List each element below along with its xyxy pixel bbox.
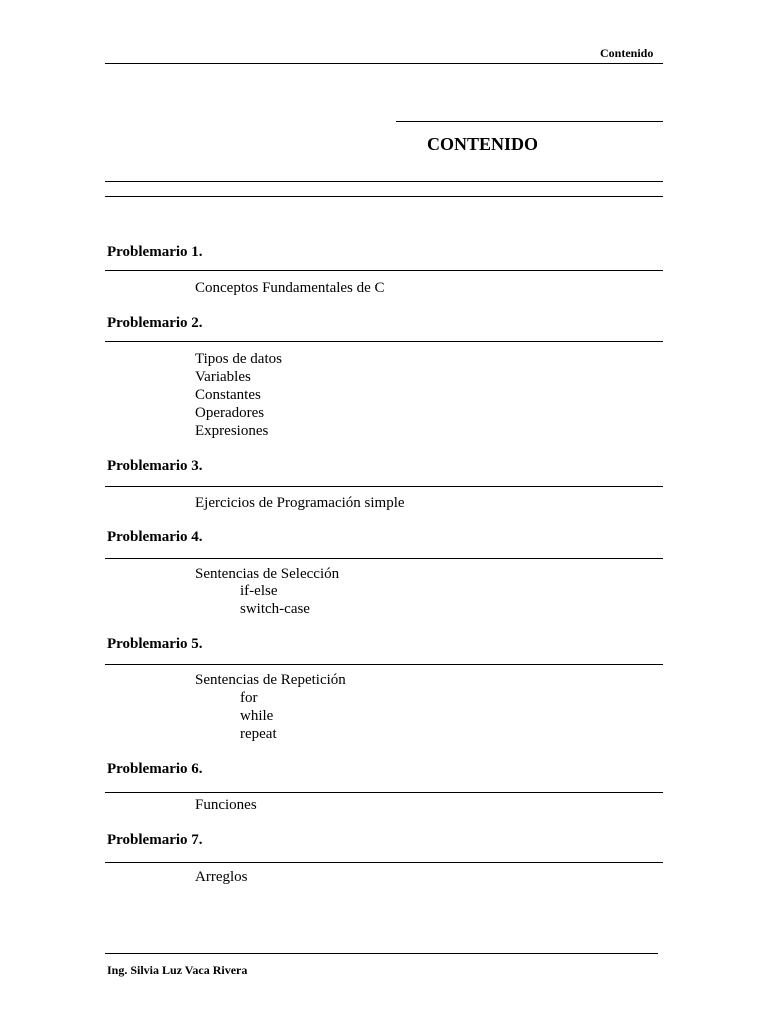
toc-item: Expresiones xyxy=(195,423,269,439)
footer-rule xyxy=(105,953,658,954)
section-rule xyxy=(105,862,663,863)
toc-item: Operadores xyxy=(195,405,265,421)
toc-item: Variables xyxy=(195,369,251,385)
toc-subitem: switch-case xyxy=(240,601,310,617)
section-label: Problemario 4. xyxy=(107,529,203,545)
toc-subitem: for xyxy=(240,690,258,706)
section-rule xyxy=(105,270,663,271)
page-title: CONTENIDO xyxy=(427,134,539,154)
running-header-title: Contenido xyxy=(600,46,654,60)
section-rule xyxy=(105,664,663,665)
toc-item: Ejercicios de Programación simple xyxy=(195,495,405,511)
section-label: Problemario 6. xyxy=(107,761,203,777)
title-rule-2 xyxy=(105,196,663,197)
section-rule xyxy=(105,558,663,559)
title-rule-1 xyxy=(105,181,663,182)
title-top-rule xyxy=(396,121,663,122)
section-rule xyxy=(105,792,663,793)
section-label: Problemario 1. xyxy=(107,244,203,260)
toc-item: Sentencias de Selección xyxy=(195,566,340,582)
section-label: Problemario 7. xyxy=(107,832,203,848)
toc-subitem: repeat xyxy=(240,726,277,742)
toc-item: Arreglos xyxy=(195,869,248,885)
toc-subitem: while xyxy=(240,708,274,724)
toc-subitem: if-else xyxy=(240,583,278,599)
header-rule xyxy=(105,63,663,64)
section-rule xyxy=(105,486,663,487)
section-label: Problemario 5. xyxy=(107,636,203,652)
section-label: Problemario 2. xyxy=(107,315,203,331)
toc-item: Tipos de datos xyxy=(195,351,282,367)
section-label: Problemario 3. xyxy=(107,458,203,474)
section-rule xyxy=(105,341,663,342)
footer-author: Ing. Silvia Luz Vaca Rivera xyxy=(107,963,248,977)
toc-item: Funciones xyxy=(195,797,257,813)
toc-item: Sentencias de Repetición xyxy=(195,672,346,688)
toc-item: Conceptos Fundamentales de C xyxy=(195,280,385,296)
toc-item: Constantes xyxy=(195,387,261,403)
